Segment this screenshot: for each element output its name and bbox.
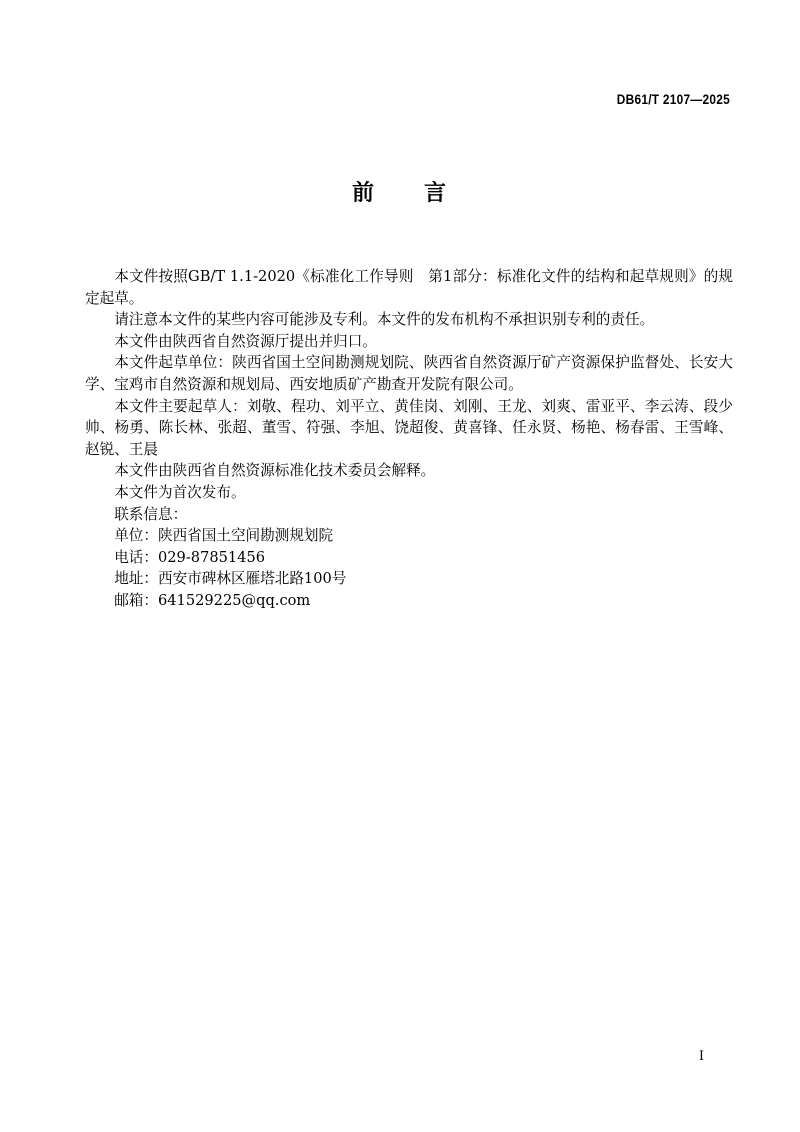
paragraph-main-drafters: 本文件主要起草人：刘敬、程功、刘平立、黄佳岗、刘刚、王龙、刘爽、雷亚平、李云涛、段少帅、杨勇、陈长林、张超、董雪、符强、李旭、饶超俊、黄喜锋、任永贤、杨艳、杨春雷、王雪峰、赵锐、王晨 [85, 397, 733, 458]
contact-info-heading: 联系信息： [114, 505, 188, 523]
contact-unit: 单位：陕西省国土空间勘测规划院 [114, 527, 334, 545]
paragraph-interpreting-body: 本文件由陕西省自然资源标准化技术委员会解释。 [114, 462, 436, 480]
page-number: I [698, 1049, 704, 1064]
paragraph-first-publication: 本文件为首次发布。 [114, 483, 246, 501]
foreword-body [85, 266, 733, 612]
contact-phone: 电话：029-87851456 [114, 548, 266, 566]
paragraph-drafting-rules: 本文件按照GB/T 1.1-2020《标准化工作导则 第1部分：标准化文件的结构和起草规则》的规定起草。 [85, 268, 733, 307]
page-title: 前 言 [351, 181, 448, 206]
running-header-standard-number: DB61/T 2107—2025 [616, 92, 730, 107]
paragraph-proposing-body: 本文件由陕西省自然资源厅提出并归口。 [114, 332, 377, 350]
paragraph-drafting-units: 本文件起草单位：陕西省国土空间勘测规划院、陕西省自然资源厅矿产资源保护监督处、长安大学、宝鸡市自然资源和规划局、西安地质矿产勘查开发院有限公司。 [85, 354, 733, 393]
paragraph-patent-notice: 请注意本文件的某些内容可能涉及专利。本文件的发布机构不承担识别专利的责任。 [114, 311, 655, 329]
contact-email: 邮箱：641529225@qq.com [114, 591, 311, 609]
contact-address: 地址：西安市碑林区雁塔北路100号 [114, 570, 347, 588]
